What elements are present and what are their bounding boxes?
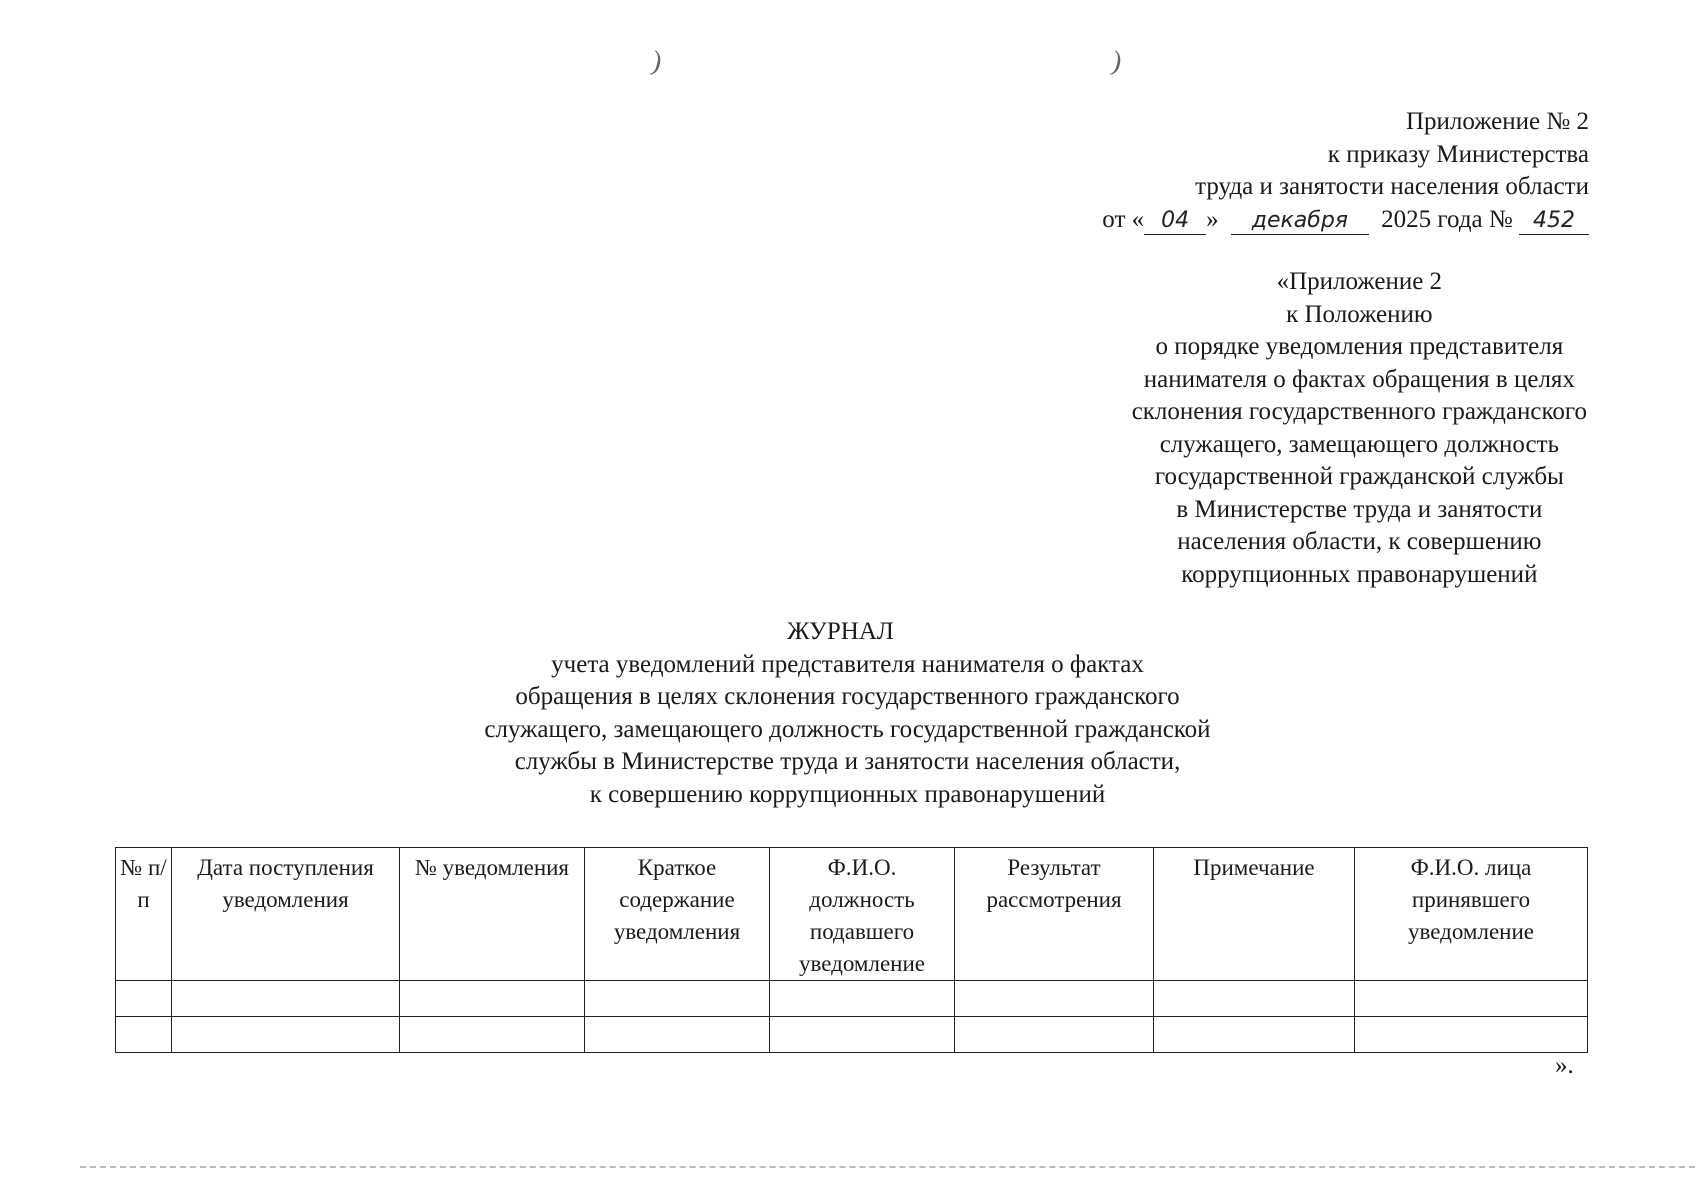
column-header-submitter: Ф.И.О. должность подавшего уведомление — [770, 848, 955, 981]
table-row — [116, 1017, 1588, 1053]
journal-subtitle-line: к совершению коррупционных правонарушений — [589, 780, 1106, 808]
table-cell — [1154, 981, 1355, 1017]
regulation-line: к Положению — [1286, 300, 1433, 328]
appendix-line: труда и занятости населения области — [1195, 173, 1589, 200]
column-header-result: Результат рассмотрения — [955, 848, 1154, 981]
column-header-receipt-date: Дата поступления уведомления — [172, 848, 400, 981]
appendix-line: Приложение № 2 — [1405, 108, 1589, 135]
table-cell — [585, 981, 770, 1017]
closing-quote: ». — [1555, 1052, 1574, 1079]
column-header-note: Примечание — [1154, 848, 1355, 981]
column-header-row-number: № п/п — [116, 848, 172, 981]
handwritten-month: декабря — [1231, 208, 1369, 235]
table-cell — [585, 1017, 770, 1053]
table-cell — [116, 981, 172, 1017]
table-cell — [1154, 1017, 1355, 1053]
column-header-summary: Краткое содержание уведомления — [585, 848, 770, 981]
table-cell — [770, 981, 955, 1017]
journal-title: ЖУРНАЛ — [787, 618, 894, 645]
handwritten-order-number: 452 — [1519, 208, 1589, 235]
regulation-line: нанимателя о фактах обращения в целях — [1143, 365, 1575, 393]
table-cell — [1355, 981, 1588, 1017]
regulation-line: населения области, к совершению — [1177, 528, 1542, 555]
regulation-line: в Министерстве труда и занятости — [1176, 495, 1543, 523]
column-header-receiver: Ф.И.О. лица принявшего уведомление — [1355, 848, 1588, 981]
handwritten-day: 04 — [1144, 208, 1206, 235]
table-cell — [770, 1017, 955, 1053]
date-separator: » — [1206, 205, 1219, 233]
regulation-line: коррупционных правонарушений — [1181, 560, 1538, 588]
regulation-reference — [1132, 266, 1587, 591]
appendix-header — [1102, 106, 1589, 236]
date-prefix: от « — [1102, 205, 1145, 233]
table-cell — [172, 981, 400, 1017]
year-text: 2025 года № — [1381, 205, 1513, 233]
regulation-line: склонения государственного гражданского — [1131, 398, 1587, 425]
table-cell — [172, 1017, 400, 1053]
table-cell — [400, 981, 585, 1017]
journal-subtitle-line: служащего, замещающего должность государственной гражданской — [484, 715, 1211, 743]
journal-subtitle-line: обращения в целях склонения государственного гражданского — [515, 683, 1180, 710]
journal-subtitle-line: учета уведомлений представителя нанимателя о фактах — [551, 650, 1144, 678]
scan-mark: ) — [648, 45, 665, 78]
column-header-notification-number: № уведомления — [400, 848, 585, 981]
journal-subtitle-line: службы в Министерстве труда и занятости населения области, — [514, 748, 1181, 775]
journal-heading — [0, 616, 1695, 811]
table-row — [116, 981, 1588, 1017]
order-date-line — [1102, 204, 1589, 237]
table-cell — [400, 1017, 585, 1053]
regulation-line: служащего, замещающего должность — [1159, 430, 1559, 458]
regulation-line: о порядке уведомления представителя — [1155, 333, 1564, 360]
table-cell — [116, 1017, 172, 1053]
scan-edge-line — [80, 1166, 1695, 1168]
scan-mark: ) — [1108, 45, 1125, 78]
table-cell — [955, 981, 1154, 1017]
journal-table — [115, 847, 1588, 1053]
regulation-line: «Приложение 2 — [1276, 268, 1443, 295]
appendix-line: к приказу Министерства — [1327, 140, 1589, 168]
regulation-line: государственной гражданской службы — [1154, 463, 1564, 490]
table-cell — [955, 1017, 1154, 1053]
table-cell — [1355, 1017, 1588, 1053]
table-header-row — [116, 848, 1588, 981]
